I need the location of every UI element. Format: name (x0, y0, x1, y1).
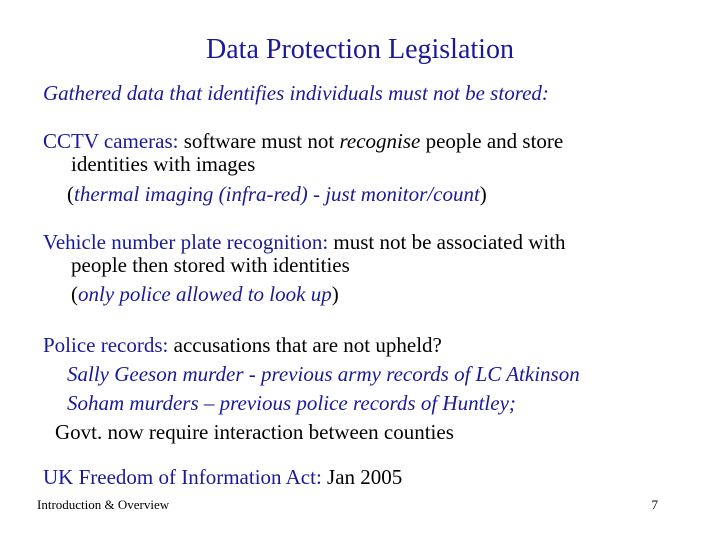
police-line-1 (43, 331, 580, 360)
police-govt-line: Govt. now require interaction between counties (55, 420, 454, 444)
foi-paragraph (43, 466, 402, 489)
police-case-1: Sally Geeson murder - previous army records of LC Atkinson (67, 362, 580, 386)
vehicle-note: (only police allowed to look up) (71, 282, 339, 306)
intro-text: Gathered data that identifies individuals must not be stored: (43, 81, 549, 105)
vehicle-line-1 (43, 231, 566, 254)
vehicle-text-1: must not be associated with (328, 230, 566, 254)
foi-label: UK Freedom of Information Act: (43, 465, 322, 489)
footer-title: Introduction & Overview (37, 497, 170, 512)
cctv-text-1: software must not (178, 129, 340, 153)
cctv-line-1 (43, 130, 563, 153)
page-number: 7 (651, 497, 658, 512)
vehicle-line-2: people then stored with identities (71, 253, 350, 277)
police-case-2: Soham murders – previous police records of Huntley; (67, 391, 516, 415)
vehicle-paragraph (43, 231, 566, 306)
cctv-paragraph (43, 130, 563, 206)
foi-text: Jan 2005 (321, 465, 403, 489)
vehicle-label: Vehicle number plate recognition: (43, 230, 329, 254)
police-paragraph (43, 331, 580, 447)
cctv-label: CCTV cameras: (43, 129, 179, 153)
slide-title: Data Protection Legislation (206, 34, 514, 65)
cctv-line-2: identities with images (71, 152, 256, 176)
cctv-note-text: thermal imaging (infra-red) - just monitor/count (74, 182, 480, 206)
cctv-text-2: people and store (420, 129, 564, 153)
police-text-1: accusations that are not upheld? (168, 333, 442, 357)
police-label: Police records: (43, 333, 169, 357)
vehicle-note-text: only police allowed to look up (78, 282, 332, 306)
cctv-emphasis: recognise (339, 129, 421, 153)
cctv-note: (thermal imaging (infra-red) - just monitor/count) (67, 182, 487, 206)
